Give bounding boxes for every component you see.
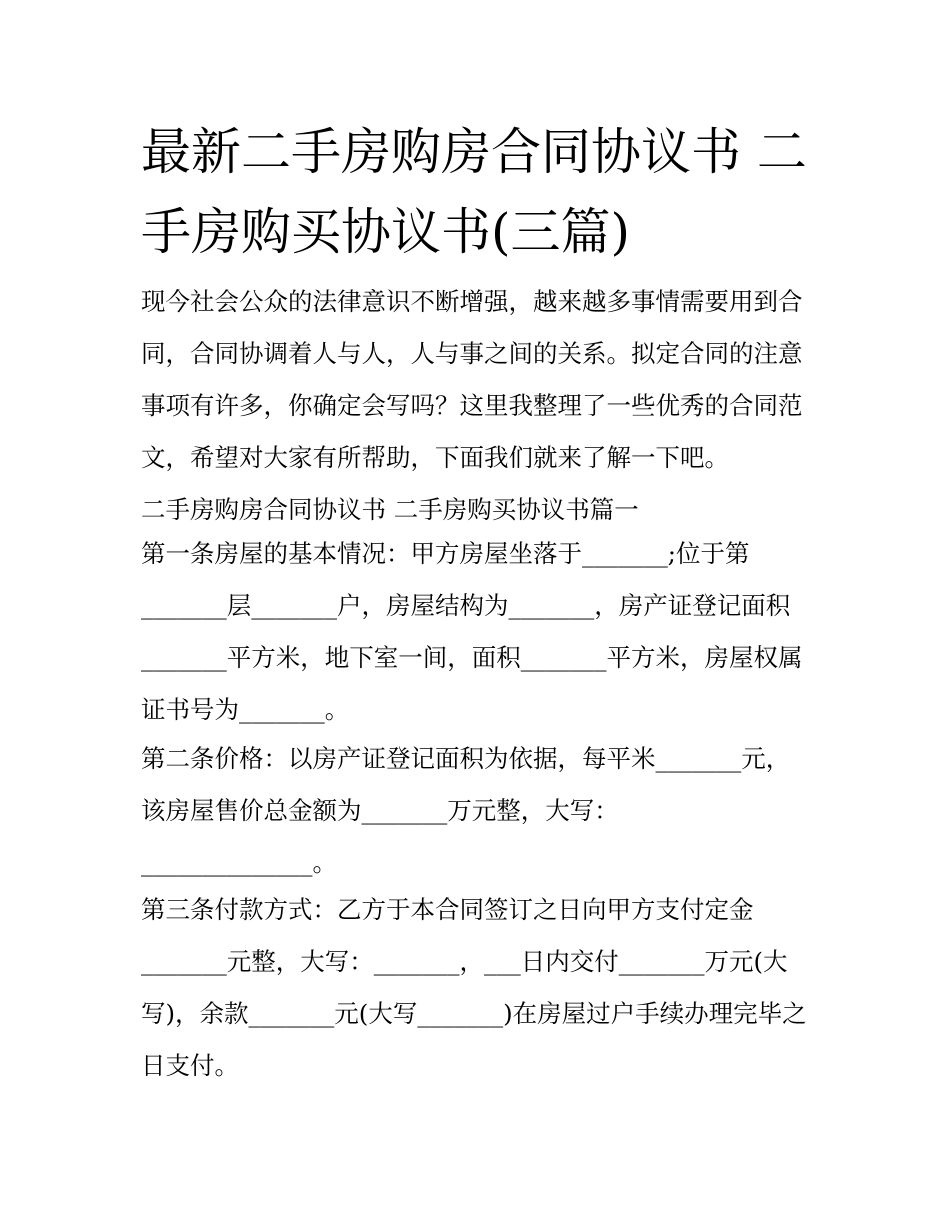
article-2-line: ______________。 bbox=[141, 848, 337, 877]
intro-paragraph bbox=[141, 276, 813, 484]
article-3-paragraph bbox=[141, 884, 813, 1092]
article-1-line: _______平方米，地下室一间，面积_______平方米，房屋权属 bbox=[141, 643, 803, 672]
document-title bbox=[141, 112, 813, 272]
article-1-paragraph bbox=[141, 528, 813, 736]
article-1-line: 证书号为_______。 bbox=[141, 695, 350, 724]
title-line-2: 手房购买协议书(三篇) bbox=[141, 203, 631, 261]
intro-line: 事项有许多，你确定会写吗？这里我整理了一些优秀的合同范 bbox=[141, 391, 803, 420]
article-3-line: _______元整，大写：_______，___日内交付_______万元(大 bbox=[141, 947, 788, 976]
article-3-line: 写)，余款_______元(大写_______)在房屋过户手续办理完毕之 bbox=[141, 999, 807, 1028]
intro-line: 文，希望对大家有所帮助，下面我们就来了解一下吧。 bbox=[141, 443, 729, 472]
article-2-line: 该房屋售价总金额为_______万元整，大写： bbox=[141, 796, 619, 825]
article-3-line: 第三条付款方式：乙方于本合同签订之日向甲方支付定金 bbox=[141, 895, 754, 924]
intro-line: 同，合同协调着人与人，人与事之间的关系。拟定合同的注意 bbox=[141, 339, 803, 368]
section-heading-text: 二手房购房合同协议书 二手房购买协议书篇一 bbox=[141, 495, 639, 524]
article-1-line: 第一条房屋的基本情况：甲方房屋坐落于_______;位于第 bbox=[141, 539, 750, 568]
article-2-line: 第二条价格：以房产证登记面积为依据，每平米_______元， bbox=[141, 744, 791, 773]
article-1-line: _______层_______户，房屋结构为_______，房产证登记面积 bbox=[141, 591, 791, 620]
article-2-paragraph bbox=[141, 733, 813, 889]
intro-line: 现今社会公众的法律意识不断增强，越来越多事情需要用到合 bbox=[141, 287, 803, 316]
title-line-1: 最新二手房购房合同协议书 二 bbox=[141, 123, 807, 181]
article-3-line: 日支付。 bbox=[141, 1051, 239, 1080]
